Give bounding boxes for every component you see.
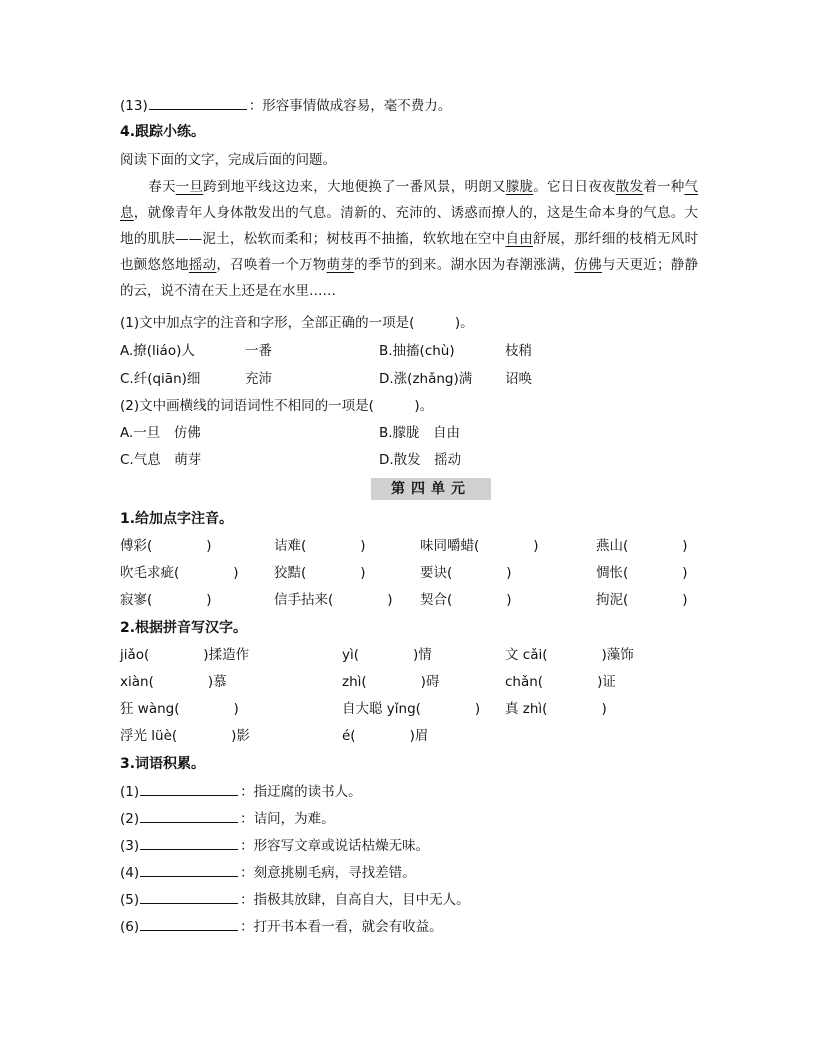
write-item[interactable]: zhì( )碍: [342, 674, 440, 690]
vocab-item: [120, 890, 470, 909]
underlined-word: 仿佛: [574, 257, 602, 273]
item-definition: ：打开书本看一看，就会有收益。: [240, 919, 443, 935]
answer-blank[interactable]: [140, 863, 238, 877]
item-definition: ：诘问，为难。: [240, 811, 335, 827]
underlined-word: 朦胧: [505, 179, 534, 195]
passage-text: 跨到地平线这边来，大地便换了一番风景，明朗又: [203, 179, 506, 195]
option-c-word: 充沛: [245, 371, 272, 387]
unit-banner: 第四单元: [371, 478, 491, 500]
write-item[interactable]: 浮光 lüè( )影: [120, 728, 250, 744]
write-item[interactable]: xiàn( )慕: [120, 674, 227, 690]
question-1: (1)文中加点字的注音和字形，全部正确的一项是( )。: [120, 315, 474, 331]
underlined-word: 摇动: [188, 257, 217, 273]
write-item[interactable]: jiǎo( )揉造作: [120, 647, 250, 663]
underlined-word: 一旦: [175, 179, 204, 195]
pinyin-item[interactable]: 味同嚼蜡( ): [420, 538, 539, 554]
pinyin-item[interactable]: 燕山( ): [596, 538, 688, 554]
answer-blank[interactable]: [140, 890, 238, 904]
answer-blank[interactable]: [140, 782, 238, 796]
underlined-word: 气息: [120, 179, 698, 221]
passage-text: ，召唤着一个万物: [216, 257, 327, 273]
pinyin-item[interactable]: 契合( ): [420, 592, 512, 608]
vocab-item-13: [120, 96, 451, 115]
pinyin-item[interactable]: 傅彩( ): [120, 538, 212, 554]
item-number: (1): [120, 784, 140, 800]
option-d-word: 诏唤: [505, 371, 532, 387]
write-item[interactable]: yì( )情: [342, 647, 432, 663]
item-number: (4): [120, 865, 140, 881]
option-a-word: 一番: [245, 343, 272, 359]
item-definition: ：指迂腐的读书人。: [240, 784, 362, 800]
option-b-word: 枝稍: [505, 343, 532, 359]
write-item[interactable]: chǎn( )证: [505, 674, 616, 690]
passage-text: 的季节的到来。湖水因为春潮涨满，: [354, 257, 575, 273]
answer-blank[interactable]: [140, 809, 238, 823]
item-definition: ：刻意挑剔毛病，寻找差错。: [240, 865, 416, 881]
item-definition: ：指极其放肆，自高自大，目中无人。: [240, 892, 470, 908]
pinyin-item[interactable]: 寂寥( ): [120, 592, 212, 608]
pinyin-item[interactable]: 要诀( ): [420, 565, 512, 581]
vocab-item: [120, 836, 429, 855]
passage-text: 舒展，那纤细的枝梢无风时也颤悠悠地: [120, 231, 699, 273]
write-item[interactable]: 文 cǎi( )藻饰: [505, 647, 634, 663]
question-2: (2)文中画横线的词语词性不相同的一项是( )。: [120, 398, 434, 414]
pinyin-item[interactable]: 狡黠( ): [274, 565, 366, 581]
write-item[interactable]: é( )眉: [342, 728, 429, 744]
item-number: (2): [120, 811, 140, 827]
write-item[interactable]: 自大聪 yǐng( ): [342, 701, 481, 717]
vocab-item: [120, 809, 335, 828]
item-number: (13): [120, 98, 148, 114]
vocab-item: [120, 782, 362, 801]
answer-blank[interactable]: [140, 836, 238, 850]
passage-text: ，就像青年人身体散发出的气息。清新的、充沛的、诱惑而撩人的，这是生命本身的气息。大地的肌肤——泥土，松软而柔和；树枝再不抽搐，软软地在空中: [120, 205, 699, 247]
write-item[interactable]: 真 zhì( ): [505, 701, 607, 717]
option-b[interactable]: B.抽搐(chù): [379, 343, 455, 359]
passage-text: 着一种: [643, 179, 685, 195]
pinyin-item[interactable]: 惆怅( ): [596, 565, 688, 581]
pinyin-item[interactable]: 吹毛求疵( ): [120, 565, 239, 581]
write-item[interactable]: 狂 wàng( ): [120, 701, 239, 717]
option-a[interactable]: A.一旦 仿佛: [120, 425, 201, 441]
underlined-word: 萌芽: [326, 257, 355, 273]
item-number: (5): [120, 892, 140, 908]
pinyin-item[interactable]: 信手拈来( ): [274, 592, 393, 608]
section-heading-vocabulary: 3.词语积累。: [120, 756, 206, 772]
vocab-item: [120, 863, 416, 882]
option-a[interactable]: A.撩(liáo)人: [120, 343, 195, 359]
reading-passage: [120, 174, 698, 304]
passage-text: 与天更近；静静的云，说不清在天上还是在水里……: [120, 257, 699, 299]
item-definition: ：形容事情做成容易，毫不费力。: [248, 98, 452, 114]
option-d[interactable]: D.散发 摇动: [379, 452, 462, 468]
section-heading-write-characters: 2.根据拼音写汉字。: [120, 620, 248, 636]
pinyin-item[interactable]: 诘难( ): [274, 538, 366, 554]
section-heading-practice: 4.跟踪小练。: [120, 124, 206, 140]
item-number: (3): [120, 838, 140, 854]
passage-text: 。它日日夜夜: [533, 179, 616, 195]
section-heading-pinyin: 1.给加点字注音。: [120, 511, 234, 527]
underlined-word: 自由: [505, 231, 533, 247]
option-c[interactable]: C.气息 萌芽: [120, 452, 202, 468]
item-definition: ：形容写文章或说话枯燥无味。: [240, 838, 430, 854]
option-b[interactable]: B.朦胧 自由: [379, 425, 461, 441]
answer-blank[interactable]: [149, 96, 247, 110]
vocab-item: [120, 917, 443, 936]
passage-text: 春天: [148, 179, 176, 195]
pinyin-item[interactable]: 拘泥( ): [596, 592, 688, 608]
option-d[interactable]: D.涨(zhǎng)满: [379, 371, 473, 387]
underlined-word: 散发: [615, 179, 644, 195]
answer-blank[interactable]: [140, 917, 238, 931]
option-c[interactable]: C.纤(qiān)细: [120, 371, 201, 387]
reading-instruction: 阅读下面的文字，完成后面的问题。: [120, 152, 336, 168]
item-number: (6): [120, 919, 140, 935]
